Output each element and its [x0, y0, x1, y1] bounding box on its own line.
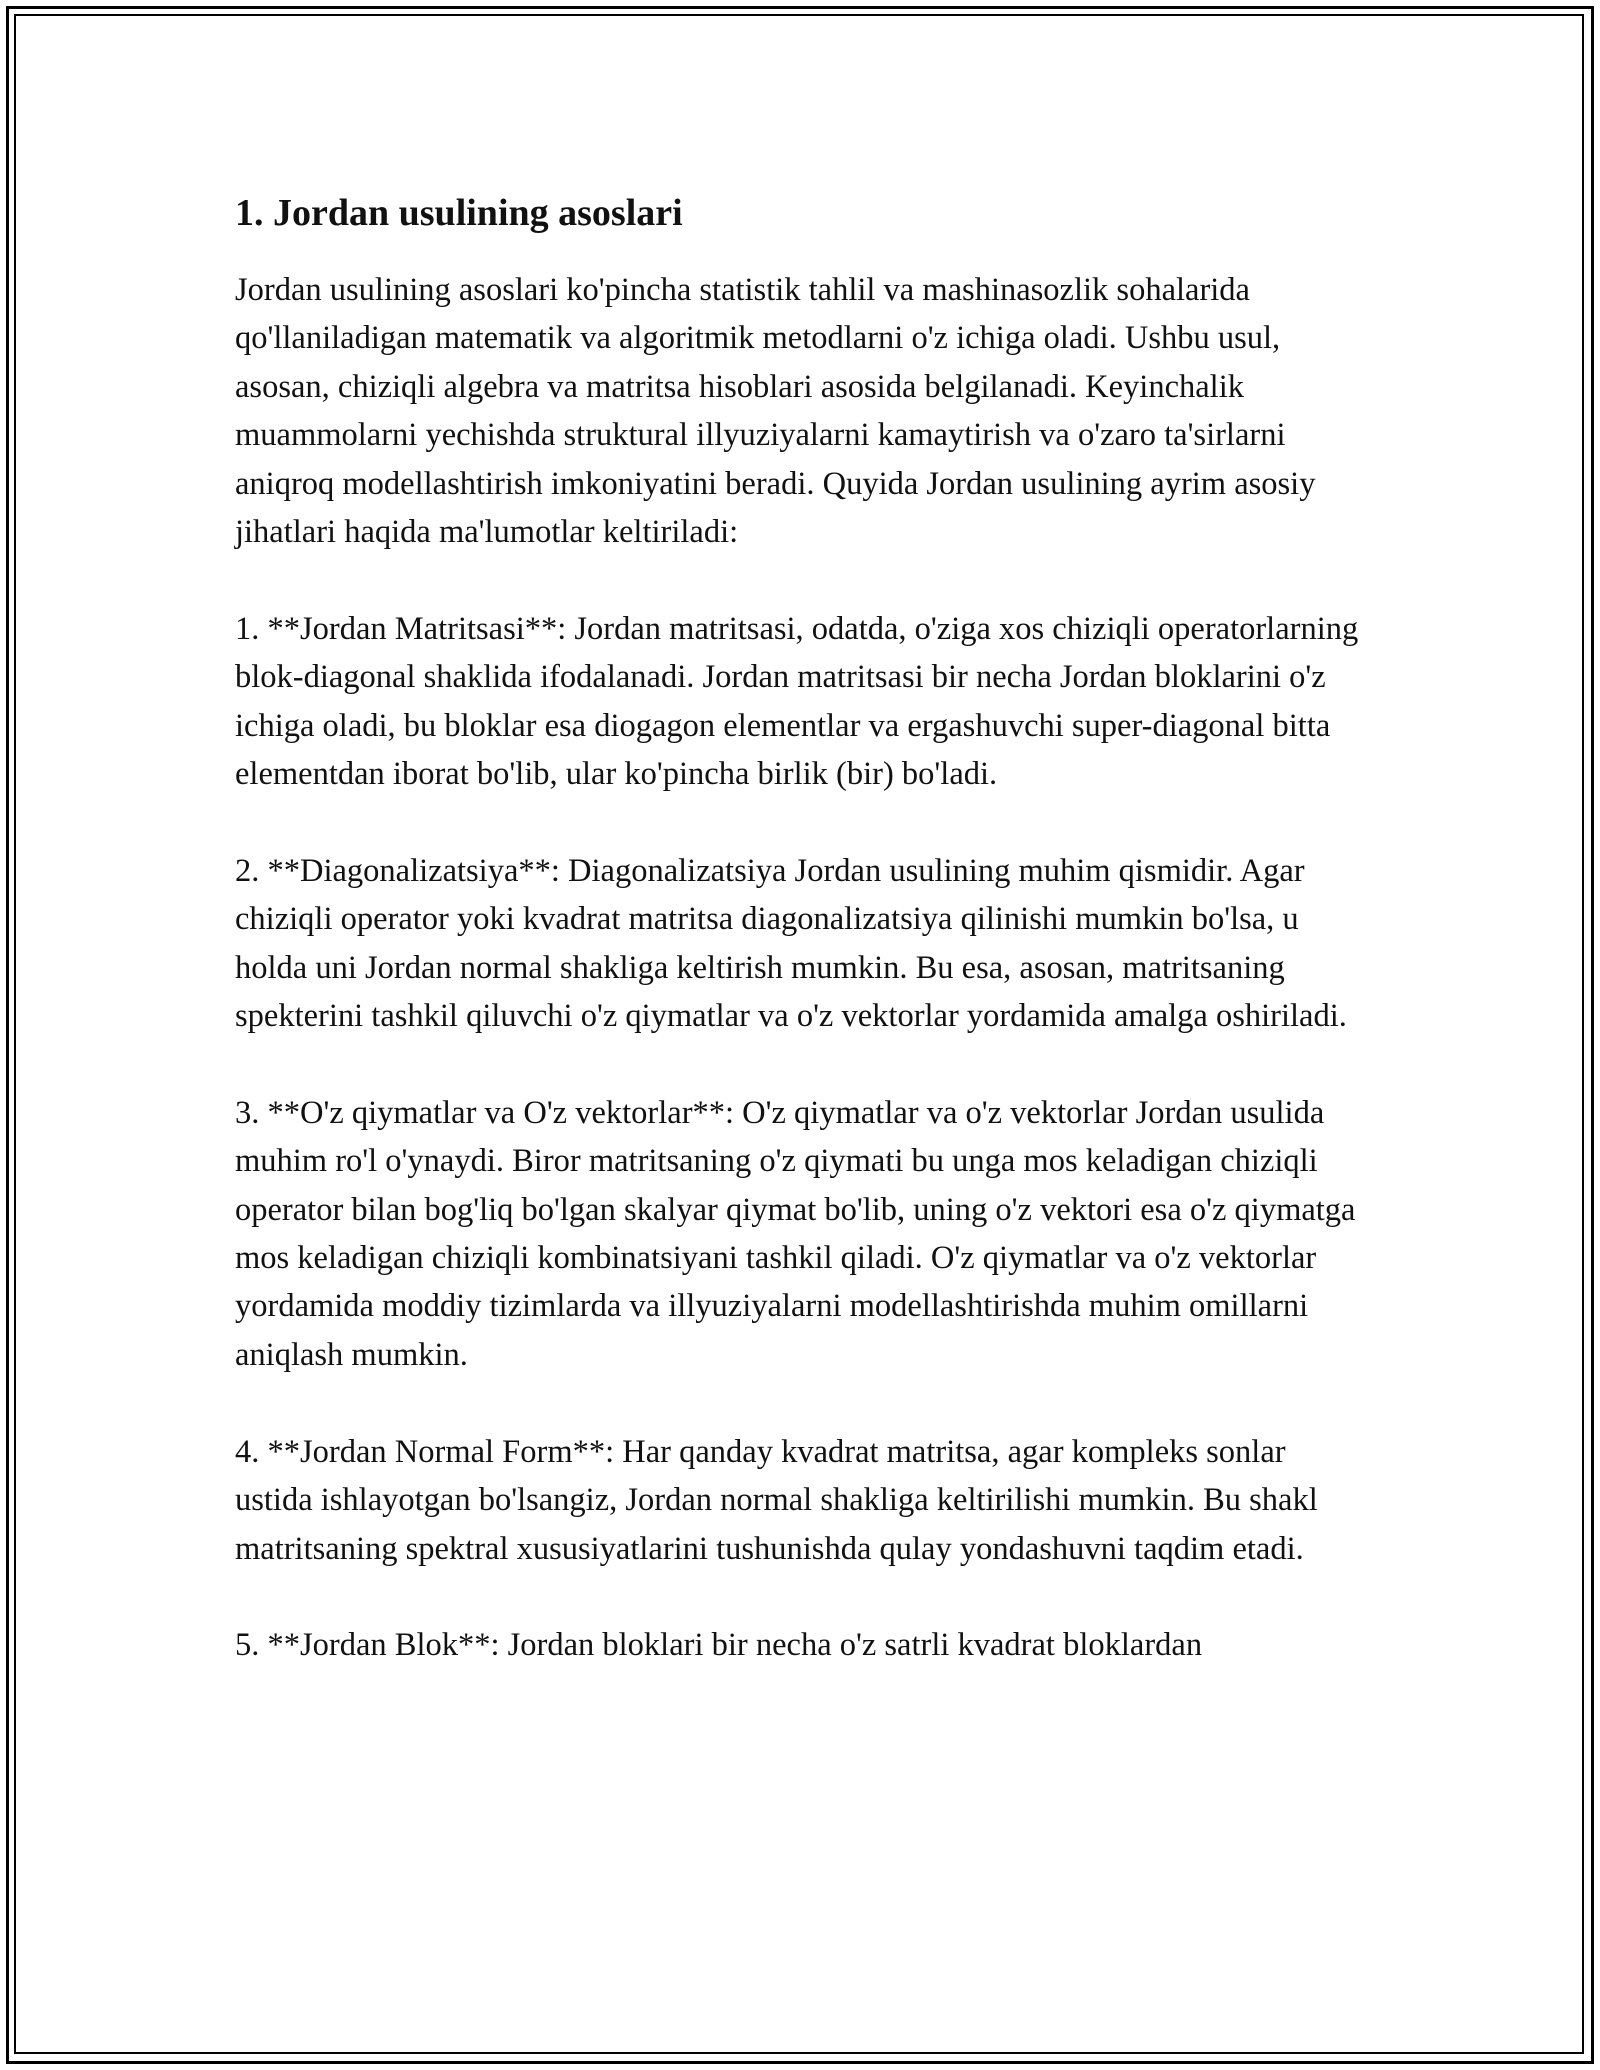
document-body [235, 186, 1370, 1670]
item-jordan-normal-form: 4. **Jordan Normal Form**: Har qanday kvadrat matritsa, agar kompleks sonlar ustida ishlayotgan bo'lsangiz, Jordan normal shakliga keltirilishi mumkin. Bu shakl matritsaning spektral xususiyatlarini tushunishda qulay yondashuvni taqdim etadi. [235, 1433, 1318, 1567]
item-diagonalizatsiya: 2. **Diagonalizatsiya**: Diagonalizatsiya Jordan usulining muhim qismidir. Agar chiziqli operator yoki kvadrat matritsa diagonalizatsiya qilinishi mumkin bo'lsa, u holda uni Jordan normal shakliga keltirish mumkin. Bu esa, asosan, matritsaning spekterini tashkil qiluvchi o'z qiymatlar va o'z vektorlar yordamida amalga oshiriladi. [235, 852, 1347, 1035]
item-jordan-matritsasi: 1. **Jordan Matritsasi**: Jordan matritsasi, odatda, o'ziga xos chiziqli operatorlarning blok-diagonal shaklida ifodalanadi. Jordan matritsasi bir necha Jordan bloklarini o'z ichiga oladi, bu bloklar esa diogagon elementlar va ergashuvchi super-diagonal bitta elementdan iborat bo'lib, ular ko'pincha birlik (bir) bo'ladi. [235, 610, 1359, 793]
item-oz-qiymatlar: 3. **O'z qiymatlar va O'z vektorlar**: O'z qiymatlar va o'z vektorlar Jordan usulida muhim ro'l o'ynaydi. Biror matritsaning o'z qiymati bu unga mos keladigan chiziqli operator bilan bog'liq bo'lgan skalyar qiymat bo'lib, uning o'z vektori esa o'z qiymatga mos keladigan chiziqli kombinatsiyani tashkil qiladi. O'z qiymatlar va o'z vektorlar yordamida moddiy tizimlarda va illyuziyalarni modellashtirishda muhim omillarni aniqlash mumkin. [235, 1094, 1356, 1373]
item-jordan-blok: 5. **Jordan Blok**: Jordan bloklari bir necha o'z satrli kvadrat bloklardan [235, 1627, 1203, 1664]
section-heading: 1. Jordan usulining asoslari [235, 192, 683, 234]
intro-paragraph: Jordan usulining asoslari ko'pincha statistik tahlil va mashinasozlik sohalarida qo'llaniladigan matematik va algoritmik metodlarni o'z ichiga oladi. Ushbu usul, asosan, chiziqli algebra va matritsa hisoblari asosida belgilanadi. Keyinchalik muammolarni yechishda struktural illyuziyalarni kamaytirish va o'zaro ta'sirlarni aniqroq modellashtirish imkoniyatini beradi. Quyida Jordan usulining ayrim asosiy jihatlari haqida ma'lumotlar keltiriladi: [235, 272, 1316, 551]
